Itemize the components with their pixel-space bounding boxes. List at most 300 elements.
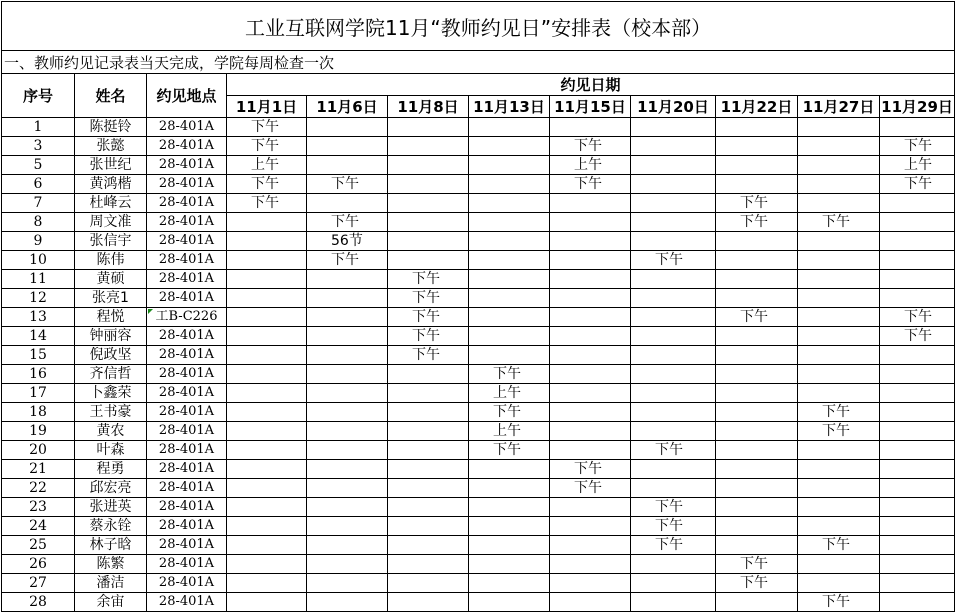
cell-slot[interactable] [469, 308, 550, 327]
cell-name[interactable]: 陈伟 [75, 251, 147, 270]
cell-slot[interactable] [798, 327, 880, 346]
cell-slot[interactable] [227, 327, 307, 346]
cell-location[interactable]: 28-401A [147, 327, 227, 346]
cell-slot[interactable] [631, 194, 716, 213]
cell-slot[interactable] [631, 346, 716, 365]
cell-slot[interactable] [631, 593, 716, 612]
cell-slot[interactable] [307, 156, 388, 175]
cell-slot[interactable] [716, 137, 798, 156]
cell-slot[interactable]: 下午 [388, 327, 469, 346]
cell-seq[interactable]: 18 [2, 403, 75, 422]
cell-slot[interactable] [798, 156, 880, 175]
cell-location[interactable]: 28-401A [147, 213, 227, 232]
cell-slot[interactable] [388, 403, 469, 422]
cell-slot[interactable] [716, 403, 798, 422]
cell-slot[interactable] [798, 479, 880, 498]
cell-slot[interactable]: 下午 [388, 289, 469, 308]
cell-name[interactable]: 周文准 [75, 213, 147, 232]
header-dates-group[interactable]: 约见日期 [227, 74, 955, 96]
cell-slot[interactable]: 下午 [227, 118, 307, 137]
cell-slot[interactable] [388, 574, 469, 593]
cell-location[interactable]: 28-401A [147, 251, 227, 270]
cell-slot[interactable] [227, 289, 307, 308]
cell-slot[interactable] [550, 194, 631, 213]
cell-slot[interactable] [798, 308, 880, 327]
cell-slot[interactable] [550, 517, 631, 536]
cell-slot[interactable] [307, 441, 388, 460]
cell-slot[interactable] [716, 270, 798, 289]
cell-location[interactable]: 工B-C226 [147, 308, 227, 327]
cell-slot[interactable] [798, 270, 880, 289]
cell-slot[interactable] [716, 175, 798, 194]
cell-slot[interactable] [880, 517, 955, 536]
cell-slot[interactable] [307, 327, 388, 346]
cell-slot[interactable] [631, 422, 716, 441]
cell-slot[interactable] [716, 498, 798, 517]
cell-slot[interactable]: 下午 [227, 175, 307, 194]
cell-slot[interactable] [631, 308, 716, 327]
cell-slot[interactable]: 下午 [716, 213, 798, 232]
cell-slot[interactable] [388, 593, 469, 612]
cell-slot[interactable] [798, 365, 880, 384]
cell-slot[interactable] [227, 346, 307, 365]
cell-slot[interactable] [469, 536, 550, 555]
cell-slot[interactable] [307, 194, 388, 213]
cell-slot[interactable] [307, 346, 388, 365]
cell-slot[interactable] [307, 365, 388, 384]
cell-slot[interactable] [798, 175, 880, 194]
cell-slot[interactable] [716, 156, 798, 175]
cell-slot[interactable] [880, 555, 955, 574]
cell-name[interactable]: 齐信哲 [75, 365, 147, 384]
cell-slot[interactable]: 下午 [880, 308, 955, 327]
cell-name[interactable]: 卜鑫荣 [75, 384, 147, 403]
cell-slot[interactable]: 上午 [227, 156, 307, 175]
cell-slot[interactable] [307, 118, 388, 137]
cell-slot[interactable]: 下午 [307, 175, 388, 194]
cell-slot[interactable] [798, 137, 880, 156]
cell-slot[interactable]: 下午 [716, 194, 798, 213]
cell-slot[interactable] [798, 232, 880, 251]
cell-name[interactable]: 倪政坚 [75, 346, 147, 365]
cell-slot[interactable]: 上午 [550, 156, 631, 175]
cell-slot[interactable]: 下午 [631, 536, 716, 555]
cell-slot[interactable] [469, 593, 550, 612]
cell-slot[interactable]: 下午 [798, 213, 880, 232]
cell-slot[interactable]: 下午 [631, 441, 716, 460]
cell-slot[interactable] [550, 441, 631, 460]
cell-seq[interactable]: 24 [2, 517, 75, 536]
cell-slot[interactable] [631, 327, 716, 346]
cell-slot[interactable] [880, 441, 955, 460]
cell-slot[interactable] [388, 517, 469, 536]
cell-slot[interactable] [227, 384, 307, 403]
cell-slot[interactable] [469, 194, 550, 213]
cell-slot[interactable] [880, 289, 955, 308]
header-date[interactable]: 11月29日 [880, 96, 955, 118]
cell-slot[interactable] [388, 460, 469, 479]
cell-seq[interactable]: 25 [2, 536, 75, 555]
cell-slot[interactable] [880, 270, 955, 289]
cell-slot[interactable] [798, 289, 880, 308]
cell-slot[interactable] [388, 137, 469, 156]
cell-name[interactable]: 林子晗 [75, 536, 147, 555]
cell-slot[interactable]: 下午 [388, 270, 469, 289]
cell-slot[interactable] [227, 441, 307, 460]
cell-slot[interactable] [631, 175, 716, 194]
cell-slot[interactable] [388, 384, 469, 403]
cell-slot[interactable] [798, 555, 880, 574]
cell-slot[interactable] [307, 593, 388, 612]
cell-slot[interactable] [716, 251, 798, 270]
cell-slot[interactable] [716, 346, 798, 365]
cell-slot[interactable]: 下午 [716, 574, 798, 593]
cell-slot[interactable] [798, 251, 880, 270]
cell-slot[interactable]: 下午 [631, 498, 716, 517]
cell-slot[interactable] [798, 498, 880, 517]
cell-name[interactable]: 张信宇 [75, 232, 147, 251]
cell-seq[interactable]: 26 [2, 555, 75, 574]
cell-seq[interactable]: 6 [2, 175, 75, 194]
cell-slot[interactable] [388, 251, 469, 270]
cell-slot[interactable] [550, 213, 631, 232]
cell-slot[interactable] [798, 194, 880, 213]
cell-slot[interactable]: 下午 [307, 251, 388, 270]
cell-slot[interactable] [388, 365, 469, 384]
cell-location[interactable]: 28-401A [147, 536, 227, 555]
cell-seq[interactable]: 20 [2, 441, 75, 460]
cell-slot[interactable] [798, 384, 880, 403]
cell-slot[interactable] [631, 289, 716, 308]
cell-name[interactable]: 程悦 [75, 308, 147, 327]
cell-slot[interactable]: 上午 [469, 422, 550, 441]
cell-slot[interactable] [227, 270, 307, 289]
cell-slot[interactable] [716, 460, 798, 479]
cell-slot[interactable] [469, 574, 550, 593]
cell-location[interactable]: 28-401A [147, 422, 227, 441]
cell-location[interactable]: 28-401A [147, 232, 227, 251]
cell-slot[interactable] [227, 232, 307, 251]
cell-name[interactable]: 黄鸿楷 [75, 175, 147, 194]
cell-name[interactable]: 王书豪 [75, 403, 147, 422]
cell-slot[interactable] [631, 118, 716, 137]
cell-slot[interactable] [227, 460, 307, 479]
cell-slot[interactable] [880, 403, 955, 422]
cell-location[interactable]: 28-401A [147, 460, 227, 479]
cell-slot[interactable] [798, 517, 880, 536]
cell-slot[interactable] [307, 460, 388, 479]
cell-location[interactable]: 28-401A [147, 403, 227, 422]
cell-location[interactable]: 28-401A [147, 555, 227, 574]
cell-slot[interactable] [631, 479, 716, 498]
cell-slot[interactable] [307, 517, 388, 536]
cell-slot[interactable]: 下午 [469, 365, 550, 384]
cell-slot[interactable]: 下午 [798, 403, 880, 422]
cell-name[interactable]: 叶森 [75, 441, 147, 460]
cell-slot[interactable] [307, 384, 388, 403]
cell-seq[interactable]: 19 [2, 422, 75, 441]
cell-slot[interactable] [880, 194, 955, 213]
cell-slot[interactable] [227, 308, 307, 327]
header-date[interactable]: 11月20日 [631, 96, 716, 118]
cell-slot[interactable] [880, 498, 955, 517]
cell-slot[interactable]: 下午 [716, 308, 798, 327]
cell-slot[interactable] [469, 270, 550, 289]
cell-slot[interactable] [227, 536, 307, 555]
cell-slot[interactable] [716, 118, 798, 137]
cell-slot[interactable] [880, 422, 955, 441]
cell-seq[interactable]: 16 [2, 365, 75, 384]
cell-slot[interactable]: 下午 [631, 251, 716, 270]
cell-seq[interactable]: 3 [2, 137, 75, 156]
cell-slot[interactable] [880, 460, 955, 479]
cell-slot[interactable] [880, 213, 955, 232]
cell-location[interactable]: 28-401A [147, 441, 227, 460]
cell-slot[interactable] [631, 156, 716, 175]
cell-slot[interactable] [880, 346, 955, 365]
cell-slot[interactable] [631, 384, 716, 403]
cell-slot[interactable] [388, 422, 469, 441]
cell-slot[interactable] [631, 213, 716, 232]
cell-location[interactable]: 28-401A [147, 118, 227, 137]
cell-slot[interactable] [550, 232, 631, 251]
cell-slot[interactable] [880, 118, 955, 137]
cell-slot[interactable] [550, 403, 631, 422]
cell-slot[interactable]: 下午 [631, 517, 716, 536]
cell-slot[interactable] [388, 175, 469, 194]
cell-location[interactable]: 28-401A [147, 175, 227, 194]
cell-slot[interactable] [880, 251, 955, 270]
cell-slot[interactable] [388, 536, 469, 555]
cell-slot[interactable] [307, 536, 388, 555]
cell-seq[interactable]: 21 [2, 460, 75, 479]
header-date[interactable]: 11月13日 [469, 96, 550, 118]
cell-seq[interactable]: 14 [2, 327, 75, 346]
cell-name[interactable]: 张亮1 [75, 289, 147, 308]
cell-slot[interactable] [227, 498, 307, 517]
cell-slot[interactable] [307, 498, 388, 517]
cell-slot[interactable]: 下午 [469, 403, 550, 422]
cell-slot[interactable] [388, 213, 469, 232]
cell-slot[interactable] [469, 213, 550, 232]
cell-seq[interactable]: 10 [2, 251, 75, 270]
cell-seq[interactable]: 5 [2, 156, 75, 175]
cell-slot[interactable]: 下午 [880, 137, 955, 156]
cell-slot[interactable] [716, 327, 798, 346]
cell-slot[interactable]: 下午 [798, 593, 880, 612]
cell-slot[interactable] [631, 137, 716, 156]
cell-slot[interactable] [631, 270, 716, 289]
cell-slot[interactable] [550, 270, 631, 289]
cell-slot[interactable] [550, 384, 631, 403]
cell-name[interactable]: 杜峰云 [75, 194, 147, 213]
cell-seq[interactable]: 15 [2, 346, 75, 365]
header-date[interactable]: 11月22日 [716, 96, 798, 118]
cell-slot[interactable] [550, 536, 631, 555]
cell-slot[interactable] [798, 441, 880, 460]
cell-name[interactable]: 陈挺铃 [75, 118, 147, 137]
header-date[interactable]: 11月1日 [227, 96, 307, 118]
cell-location[interactable]: 28-401A [147, 289, 227, 308]
cell-name[interactable]: 潘洁 [75, 574, 147, 593]
cell-location[interactable]: 28-401A [147, 365, 227, 384]
cell-slot[interactable] [227, 574, 307, 593]
cell-slot[interactable] [716, 384, 798, 403]
cell-seq[interactable]: 12 [2, 289, 75, 308]
cell-slot[interactable] [388, 194, 469, 213]
cell-slot[interactable] [550, 327, 631, 346]
cell-slot[interactable] [469, 460, 550, 479]
cell-slot[interactable] [227, 517, 307, 536]
cell-slot[interactable] [631, 365, 716, 384]
cell-seq[interactable]: 23 [2, 498, 75, 517]
cell-slot[interactable] [469, 137, 550, 156]
cell-name[interactable]: 黄硕 [75, 270, 147, 289]
header-name[interactable]: 姓名 [75, 74, 147, 118]
cell-slot[interactable] [307, 422, 388, 441]
cell-slot[interactable] [880, 232, 955, 251]
cell-slot[interactable] [798, 574, 880, 593]
cell-slot[interactable] [307, 574, 388, 593]
header-date[interactable]: 11月27日 [798, 96, 880, 118]
cell-slot[interactable]: 下午 [550, 460, 631, 479]
cell-slot[interactable] [307, 308, 388, 327]
cell-slot[interactable] [307, 403, 388, 422]
cell-slot[interactable] [227, 555, 307, 574]
cell-slot[interactable] [550, 498, 631, 517]
cell-location[interactable]: 28-401A [147, 194, 227, 213]
header-date[interactable]: 11月8日 [388, 96, 469, 118]
cell-slot[interactable] [307, 137, 388, 156]
cell-slot[interactable] [307, 289, 388, 308]
cell-slot[interactable] [469, 289, 550, 308]
cell-slot[interactable] [716, 365, 798, 384]
cell-slot[interactable] [227, 593, 307, 612]
cell-seq[interactable]: 7 [2, 194, 75, 213]
cell-slot[interactable] [880, 574, 955, 593]
cell-name[interactable]: 余宙 [75, 593, 147, 612]
cell-seq[interactable]: 28 [2, 593, 75, 612]
cell-slot[interactable] [388, 118, 469, 137]
cell-location[interactable]: 28-401A [147, 384, 227, 403]
cell-slot[interactable] [716, 441, 798, 460]
cell-slot[interactable] [388, 441, 469, 460]
cell-slot[interactable] [307, 555, 388, 574]
cell-slot[interactable]: 下午 [388, 308, 469, 327]
cell-slot[interactable] [469, 517, 550, 536]
cell-slot[interactable] [227, 251, 307, 270]
cell-name[interactable]: 程勇 [75, 460, 147, 479]
cell-slot[interactable] [227, 479, 307, 498]
cell-slot[interactable]: 下午 [716, 555, 798, 574]
cell-slot[interactable] [798, 460, 880, 479]
cell-slot[interactable]: 下午 [798, 422, 880, 441]
cell-slot[interactable]: 下午 [798, 536, 880, 555]
cell-slot[interactable] [307, 479, 388, 498]
cell-slot[interactable] [469, 327, 550, 346]
cell-slot[interactable] [550, 593, 631, 612]
cell-seq[interactable]: 22 [2, 479, 75, 498]
cell-slot[interactable] [631, 403, 716, 422]
cell-name[interactable]: 蔡永铨 [75, 517, 147, 536]
cell-slot[interactable] [550, 365, 631, 384]
cell-slot[interactable] [550, 289, 631, 308]
cell-slot[interactable]: 下午 [227, 137, 307, 156]
cell-slot[interactable] [716, 479, 798, 498]
cell-location[interactable]: 28-401A [147, 346, 227, 365]
cell-slot[interactable]: 56节 [307, 232, 388, 251]
cell-name[interactable]: 邱宏亮 [75, 479, 147, 498]
cell-location[interactable]: 28-401A [147, 270, 227, 289]
cell-slot[interactable] [469, 156, 550, 175]
cell-slot[interactable] [388, 232, 469, 251]
cell-location[interactable]: 28-401A [147, 574, 227, 593]
cell-slot[interactable] [227, 403, 307, 422]
cell-slot[interactable] [798, 118, 880, 137]
cell-seq[interactable]: 8 [2, 213, 75, 232]
cell-name[interactable]: 钟丽容 [75, 327, 147, 346]
cell-slot[interactable] [550, 118, 631, 137]
cell-location[interactable]: 28-401A [147, 498, 227, 517]
cell-slot[interactable] [388, 498, 469, 517]
cell-slot[interactable] [550, 555, 631, 574]
cell-slot[interactable] [631, 232, 716, 251]
cell-slot[interactable] [469, 232, 550, 251]
cell-slot[interactable] [798, 346, 880, 365]
header-location[interactable]: 约见地点 [147, 74, 227, 118]
cell-slot[interactable] [550, 251, 631, 270]
cell-slot[interactable] [307, 270, 388, 289]
cell-slot[interactable] [880, 479, 955, 498]
cell-location[interactable]: 28-401A [147, 156, 227, 175]
cell-slot[interactable] [227, 365, 307, 384]
cell-slot[interactable] [550, 308, 631, 327]
cell-slot[interactable] [716, 517, 798, 536]
cell-slot[interactable] [469, 498, 550, 517]
cell-name[interactable]: 张进英 [75, 498, 147, 517]
cell-slot[interactable] [716, 289, 798, 308]
cell-slot[interactable] [880, 593, 955, 612]
cell-location[interactable]: 28-401A [147, 593, 227, 612]
cell-slot[interactable] [469, 118, 550, 137]
cell-location[interactable]: 28-401A [147, 479, 227, 498]
cell-slot[interactable] [469, 479, 550, 498]
cell-slot[interactable] [880, 536, 955, 555]
cell-slot[interactable] [469, 251, 550, 270]
header-date[interactable]: 11月6日 [307, 96, 388, 118]
cell-slot[interactable]: 下午 [469, 441, 550, 460]
cell-seq[interactable]: 1 [2, 118, 75, 137]
cell-slot[interactable] [631, 555, 716, 574]
cell-seq[interactable]: 17 [2, 384, 75, 403]
cell-slot[interactable] [880, 384, 955, 403]
cell-slot[interactable] [469, 555, 550, 574]
cell-slot[interactable]: 下午 [550, 479, 631, 498]
cell-slot[interactable] [227, 213, 307, 232]
cell-seq[interactable]: 9 [2, 232, 75, 251]
cell-slot[interactable]: 上午 [469, 384, 550, 403]
cell-slot[interactable] [550, 346, 631, 365]
cell-slot[interactable]: 下午 [307, 213, 388, 232]
cell-name[interactable]: 陈繁 [75, 555, 147, 574]
cell-seq[interactable]: 27 [2, 574, 75, 593]
cell-slot[interactable]: 下午 [227, 194, 307, 213]
header-seq[interactable]: 序号 [2, 74, 75, 118]
cell-slot[interactable] [550, 422, 631, 441]
cell-slot[interactable] [227, 422, 307, 441]
cell-slot[interactable]: 上午 [880, 156, 955, 175]
sheet-note[interactable]: 一、教师约见记录表当天完成，学院每周检查一次 [2, 51, 955, 74]
